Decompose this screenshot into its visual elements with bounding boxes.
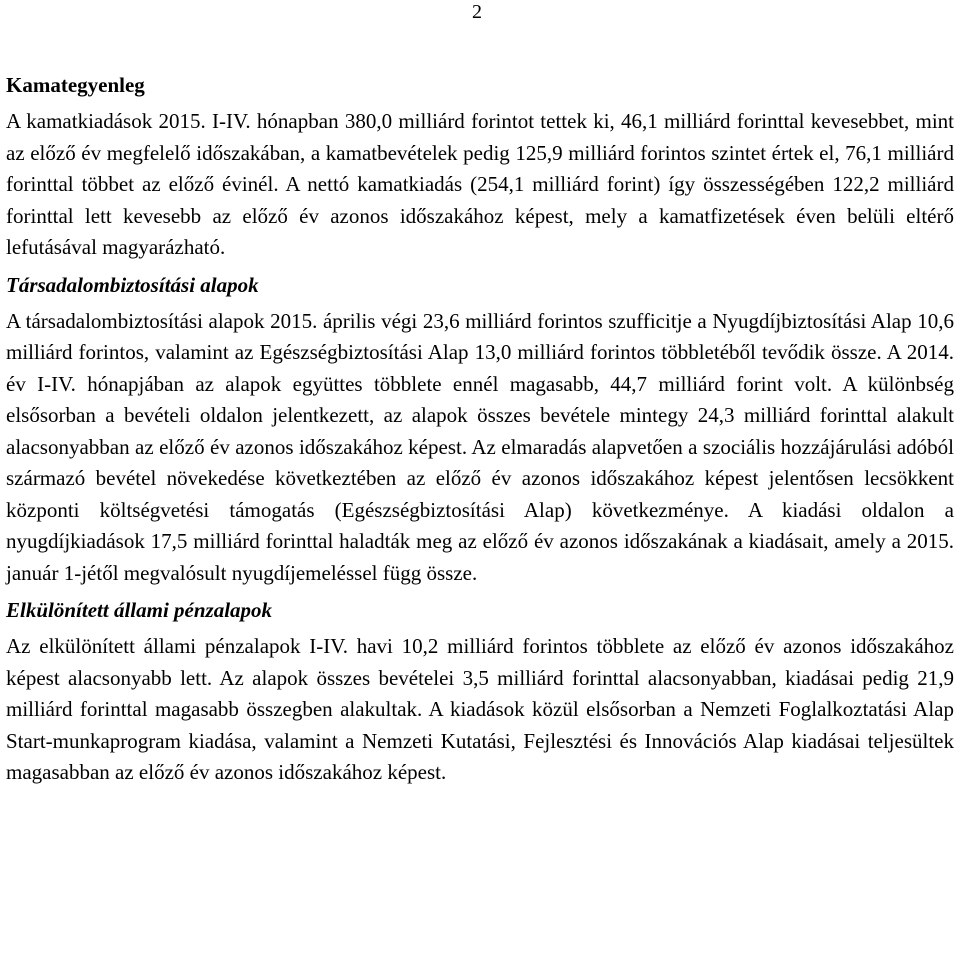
page-number: 2 — [472, 1, 482, 23]
section-paragraph: A kamatkiadások 2015. I-IV. hónapban 380,0 milliárd forintot tettek ki, 46,1 milliárd forinttal kevesebbet, mint az előző év megfelelő időszakában, a kamatbevételek pedig 125,9 milliárd forintos szintet értek el, 76,1 milliárd forinttal többet az előző évinél. A nettó kamatkiadás (254,1 milliárd forint) így összességében 122,2 milliárd forinttal lett kevesebb az előző év azonos időszakához képest, mely a kamatfizetések éven belüli eltérő lefutásával magyarázható. — [6, 109, 954, 259]
section-heading: Kamategyenleg — [6, 73, 145, 97]
section-paragraph: A társadalombiztosítási alapok 2015. április végi 23,6 milliárd forintos szufficitje a Nyugdíjbiztosítási Alap 10,6 milliárd forintos, valamint az Egészségbiztosítási Alap 13,0 milliárd forintos többletéből tevődik össze. A 2014. év I-IV. hónapjában az alapok együttes többlete ennél magasabb, 44,7 milliárd forint volt. A különbség elsősorban a bevételi oldalon jelentkezett, az alapok összes bevétele mintegy 24,3 milliárd forinttal alakult alacsonyabban az előző év azonos időszakához képest. Az elmaradás alapvetően a szociális hozzájárulási adóból származó bevétel növekedése következtében az előző év azonos időszakához képest jelentősen lecsökkent központi költségvetési támogatás (Egészségbiztosítási Alap) következménye. A kiadási oldalon a nyugdíjkiadások 17,5 milliárd forinttal haladták meg az előző év azonos időszakának a kiadásait, amely a 2015. január 1-jétől megvalósult nyugdíjemeléssel függ össze. — [6, 308, 954, 585]
section-heading: Elkülönített állami pénzalapok — [6, 598, 273, 622]
document-body — [6, 66, 954, 789]
section-elkulonitett-allami-penzalapok — [6, 593, 954, 789]
section-tarsadalombiztositasi-alapok — [6, 268, 954, 590]
section-kamategyenleg — [6, 68, 954, 264]
section-heading: Társadalombiztosítási alapok — [6, 272, 259, 297]
section-paragraph: Az elkülönített állami pénzalapok I-IV. havi 10,2 milliárd forintos többlete az előző év azonos időszakához képest alacsonyabb lett. Az alapok összes bevételei 3,5 milliárd forinttal alacsonyabban, kiadásai pedig 21,9 milliárd forinttal magasabb összegben alakultak. A kiadások közül elsősorban a Nemzeti Foglalkoztatási Alap Start-munkaprogram kiadása, valamint a Nemzeti Kutatási, Fejlesztési és Innovációs Alap kiadásai teljesültek magasabban az előző év azonos időszakához képest. — [6, 634, 954, 784]
